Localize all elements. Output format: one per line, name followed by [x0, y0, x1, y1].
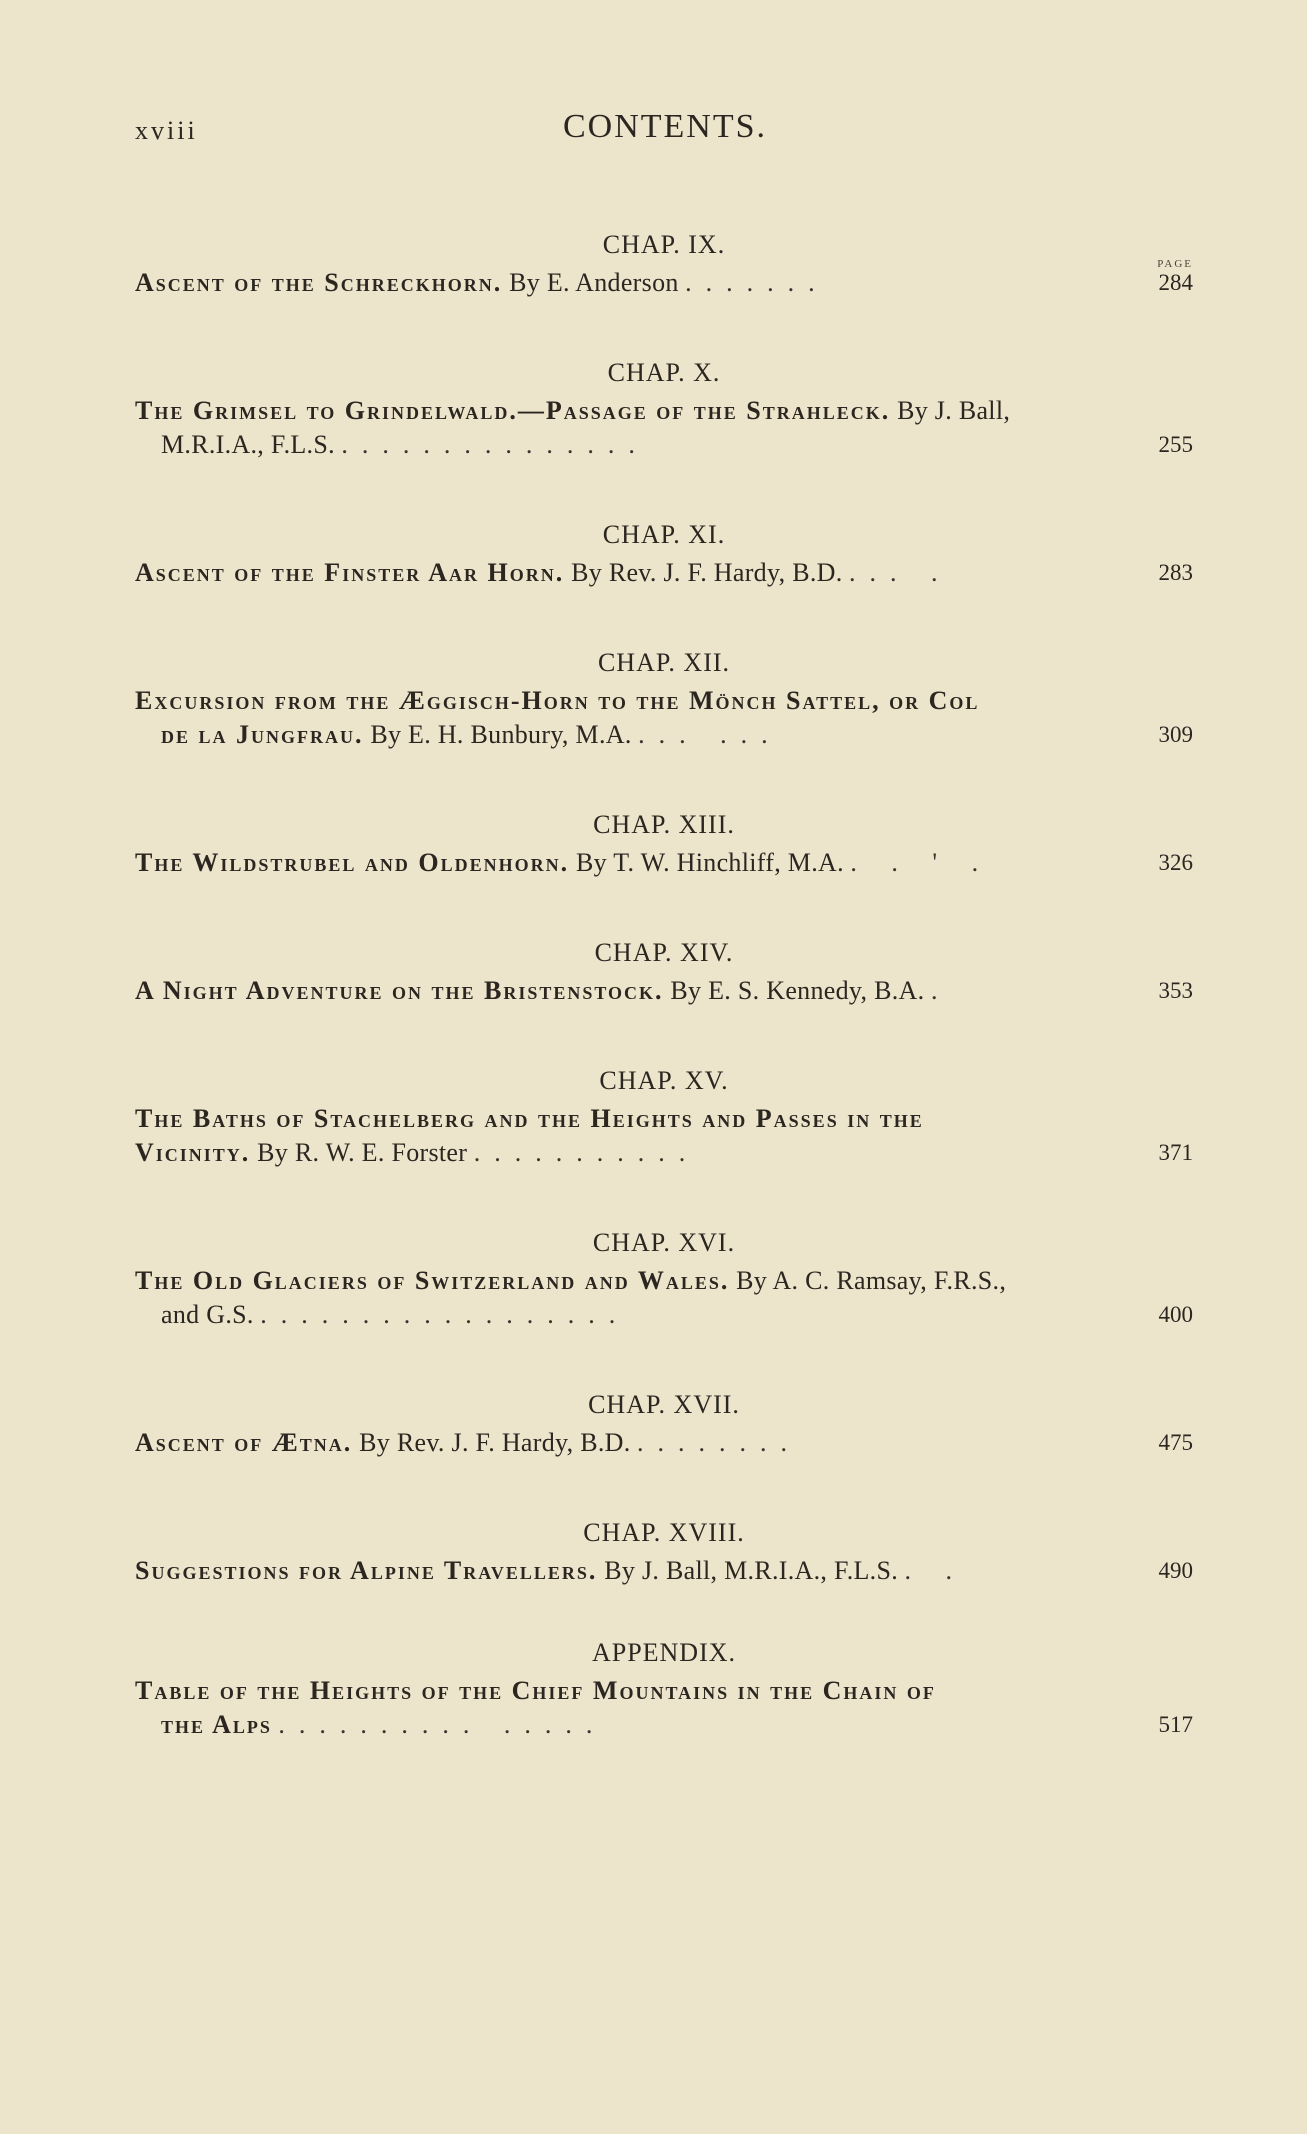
entry-line	[135, 556, 1193, 590]
entry-title: Vicinity.	[135, 1138, 251, 1167]
page-number: 309	[1158, 722, 1193, 747]
chapter-heading: CHAP. XIV.	[594, 938, 734, 967]
entry-line	[135, 1554, 1193, 1588]
toc-entry	[135, 1102, 1193, 1170]
entry-author: By E. S. Kennedy, B.A.	[663, 976, 925, 1005]
dot-leaders: ...............	[341, 430, 649, 459]
dot-leaders: ..................	[260, 1300, 630, 1329]
entry-title: Ascent of the Schreckhorn.	[135, 268, 503, 297]
entry-title: Excursion from the Æggisch-Horn to the Mönch Sattel, or Col	[135, 686, 980, 715]
dot-leaders: ... ...	[638, 720, 782, 749]
chapter-heading: CHAP. XVI.	[592, 1228, 736, 1257]
page-title: CONTENTS.	[562, 108, 768, 145]
toc-entry	[135, 556, 1193, 590]
entry-line	[135, 974, 1193, 1008]
entry-author: By J. Ball,	[890, 396, 1011, 425]
entry-author: By Rev. J. F. Hardy, B.D.	[564, 558, 843, 587]
page-folio: xviii	[135, 116, 198, 145]
chapter-heading: APPENDIX.	[591, 1638, 737, 1667]
dot-leaders: . . ' .	[850, 848, 993, 877]
dot-leaders: .	[930, 976, 952, 1005]
entry-title: The Grimsel to Grindelwald.—Passage of the Strahleck.	[135, 396, 891, 425]
toc-chapter	[135, 1226, 1193, 1332]
entry-author: By R. W. E. Forster	[250, 1138, 468, 1167]
page-number: 283	[1158, 560, 1193, 585]
dot-leaders: . .	[904, 1556, 967, 1585]
chapter-heading: CHAP. X.	[607, 358, 721, 387]
dot-leaders: ... .	[849, 558, 952, 587]
entry-author: By E. H. Bunbury, M.A.	[363, 720, 632, 749]
toc-entry	[135, 394, 1193, 462]
entry-author: By T. W. Hinchliff, M.A.	[569, 848, 844, 877]
entry-line	[135, 394, 1133, 428]
toc-chapter	[135, 518, 1193, 590]
toc-chapter	[135, 1388, 1193, 1460]
toc-entry	[135, 266, 1193, 300]
chapter-heading: CHAP. IX.	[602, 230, 726, 259]
toc-entry	[135, 1426, 1193, 1460]
page-number: 490	[1158, 1558, 1193, 1583]
toc-chapter	[135, 936, 1193, 1008]
page-number: 400	[1158, 1302, 1193, 1327]
entry-author: By Rev. J. F. Hardy, B.D.	[352, 1428, 631, 1457]
toc-chapter	[135, 646, 1193, 752]
toc-entry	[135, 1554, 1193, 1588]
entry-line	[135, 1708, 1193, 1742]
entry-title: Suggestions for Alpine Travellers.	[135, 1556, 598, 1585]
dot-leaders: .......... .....	[278, 1710, 607, 1739]
entry-title: Ascent of the Finster Aar Horn.	[135, 558, 565, 587]
entry-title: the Alps	[161, 1710, 272, 1739]
dot-leaders: .......	[685, 268, 829, 297]
entry-author: and G.S.	[161, 1300, 254, 1329]
entry-line	[135, 1136, 1193, 1170]
entry-title: A Night Adventure on the Bristenstock.	[135, 976, 664, 1005]
toc-chapter	[135, 808, 1193, 880]
dot-leaders: ........	[637, 1428, 802, 1457]
entry-author: M.R.I.A., F.L.S.	[161, 430, 335, 459]
toc-chapter	[135, 356, 1193, 462]
entry-line	[135, 1102, 1133, 1136]
page-column-label: PAGE	[1157, 258, 1193, 270]
page-number: 326	[1158, 850, 1193, 875]
page-number: 517	[1158, 1712, 1193, 1737]
toc-entry	[135, 684, 1193, 752]
entry-line	[135, 1426, 1193, 1460]
page-number: 353	[1158, 978, 1193, 1003]
chapter-heading: CHAP. XIII.	[593, 810, 735, 839]
chapter-heading: CHAP. XVIII.	[583, 1518, 745, 1547]
entry-title: de la Jungfrau.	[161, 720, 364, 749]
entry-title: Table of the Heights of the Chief Mountains in the Chain of	[135, 1676, 936, 1705]
toc-entry	[135, 1264, 1193, 1332]
entry-line	[135, 684, 1133, 718]
page-number: 475	[1158, 1430, 1193, 1455]
toc-chapter	[135, 1516, 1193, 1588]
page-number: 255	[1158, 432, 1193, 457]
entry-author: By A. C. Ramsay, F.R.S.,	[729, 1266, 1007, 1295]
running-head	[135, 108, 1195, 152]
entry-line	[135, 1264, 1133, 1298]
table-of-contents	[135, 228, 1193, 1742]
entry-line	[135, 266, 1193, 300]
chapter-heading: CHAP. XII.	[597, 648, 731, 677]
page-number: 371	[1158, 1140, 1193, 1165]
entry-title: The Old Glaciers of Switzerland and Wales.	[135, 1266, 730, 1295]
toc-entry	[135, 846, 1193, 880]
entry-line	[135, 1298, 1193, 1332]
entry-line	[135, 846, 1193, 880]
entry-title: Ascent of Ætna.	[135, 1428, 353, 1457]
page-number: 284	[1158, 270, 1193, 295]
toc-entry	[135, 974, 1193, 1008]
toc-chapter	[135, 228, 1193, 300]
toc-chapter	[135, 1636, 1193, 1742]
chapter-heading: CHAP. XV.	[599, 1066, 729, 1095]
entry-author: By J. Ball, M.R.I.A., F.L.S.	[597, 1556, 899, 1585]
entry-line	[135, 718, 1193, 752]
entry-author: By E. Anderson	[502, 268, 679, 297]
entry-line	[135, 1674, 1133, 1708]
chapter-heading: CHAP. XI.	[602, 520, 726, 549]
toc-chapter	[135, 1064, 1193, 1170]
entry-title: The Baths of Stachelberg and the Heights and Passes in the	[135, 1104, 924, 1133]
chapter-heading: CHAP. XVII.	[588, 1390, 740, 1419]
entry-title: The Wildstrubel and Oldenhorn.	[135, 848, 570, 877]
entry-line	[135, 428, 1193, 462]
dot-leaders: ...........	[473, 1138, 700, 1167]
toc-entry	[135, 1674, 1193, 1742]
